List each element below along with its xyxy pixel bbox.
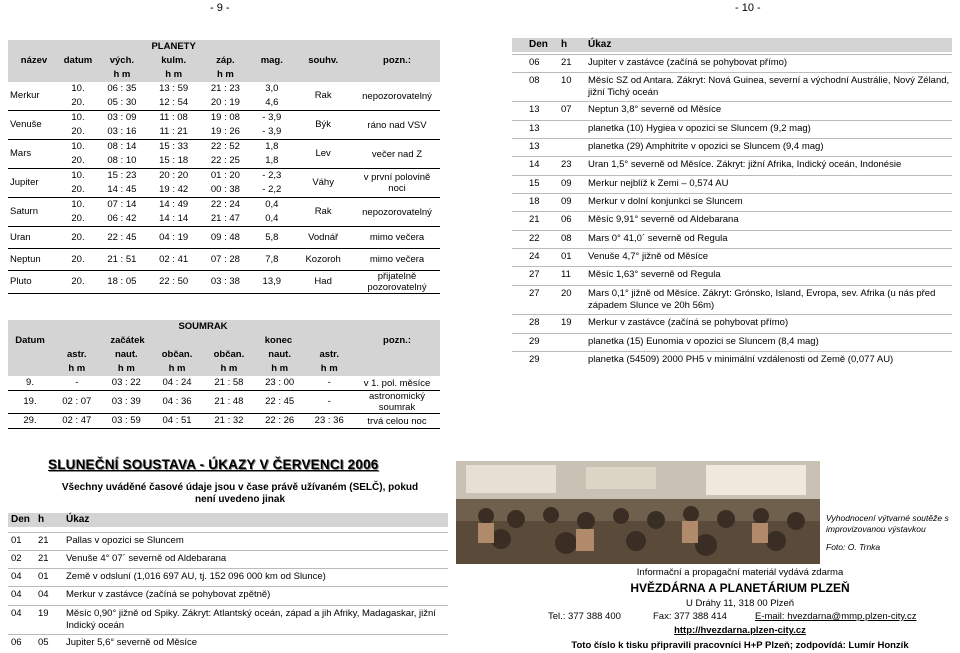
col-mag: mag. <box>251 40 292 82</box>
magnitude: 1,8 <box>251 154 292 169</box>
event-text: Měsíc 1,63° severně od Regula <box>588 269 721 280</box>
cell-c2: 21 : 48 <box>203 391 255 414</box>
row-date: 20. <box>60 212 96 227</box>
row-date: 10. <box>71 112 85 123</box>
col-naut: naut. <box>255 348 305 362</box>
constellation: Váhy <box>292 169 354 198</box>
cell-n2: 22 : 26 <box>255 414 305 429</box>
event-day: 08 <box>529 75 540 86</box>
set-time: 03 : 38 <box>200 271 252 294</box>
rise-time: 06 : 42 <box>96 212 148 227</box>
event-day: 13 <box>529 123 540 134</box>
transit-time: 15 : 18 <box>148 154 200 169</box>
cell-c1: 04 : 36 <box>151 391 203 414</box>
cell-a2: 23 : 36 <box>304 414 354 429</box>
set-time: 09 : 48 <box>200 227 252 249</box>
row-date: 10. <box>71 199 85 210</box>
event-text: Pallas v opozici se Sluncem <box>66 535 184 546</box>
address: U Dráhy 11, 318 00 Plzeň <box>685 598 795 609</box>
hm-label: h m <box>304 362 354 376</box>
note: večer nad Z <box>354 140 440 169</box>
left-events-header <box>8 513 448 527</box>
event-photo <box>456 461 820 564</box>
row-date: 20. <box>60 183 96 198</box>
cell-note: astronomický soumrak <box>354 391 440 414</box>
row-date: 10. <box>71 170 85 181</box>
set-time: 22 : 52 <box>210 141 240 152</box>
fax: Fax: 377 388 414 <box>653 611 727 622</box>
col-date: datum <box>60 40 96 82</box>
event-text: Měsíc SZ od Antara. Zákryt: Nová Guinea, severní a východní Austrálie, Nový Zéland, jižní Tichý oceán <box>588 75 950 98</box>
cell-n1: 03 : 22 <box>102 376 152 391</box>
set-time: 00 : 38 <box>200 183 252 198</box>
rise-time: 03 : 09 <box>107 112 137 123</box>
cell-a2: - <box>304 376 354 391</box>
col-day: Den <box>529 39 548 50</box>
phone: Tel.: 377 388 400 <box>548 611 621 622</box>
col-event: Úkaz <box>66 514 90 525</box>
set-time: 22 : 25 <box>200 154 252 169</box>
event-text: planetka (10) Hygiea v opozici se Sluncem (9,2 mag) <box>588 123 811 134</box>
footer-line: Informační a propagační materiál vydává zdarma <box>636 567 844 578</box>
event-hour: 19 <box>38 608 49 619</box>
table-row <box>8 271 440 294</box>
event-text: Merkur v zastávce (začíná se pohybovat přímo) <box>588 317 789 328</box>
event-day: 27 <box>529 288 540 299</box>
set-time: 21 : 23 <box>210 83 240 94</box>
col-naut: naut. <box>102 348 152 362</box>
event-day: 29 <box>529 336 540 347</box>
table-row <box>8 391 440 414</box>
event-hour: 06 <box>561 214 572 225</box>
row-date: 10. <box>71 141 85 152</box>
transit-time: 12 : 54 <box>148 96 200 111</box>
rise-time: 14 : 45 <box>96 183 148 198</box>
cell-date: 19. <box>8 391 52 414</box>
event-text: Merkur v dolní konjunkci se Sluncem <box>588 196 743 207</box>
event-day: 27 <box>529 269 540 280</box>
table-row <box>8 169 440 184</box>
rise-time: 22 : 45 <box>96 227 148 249</box>
col-civ: občan. <box>203 348 255 362</box>
note: v první polovině noci <box>354 169 440 198</box>
rise-time: 08 : 10 <box>96 154 148 169</box>
transit-time: 02 : 41 <box>148 249 200 271</box>
event-hour: 10 <box>561 75 572 86</box>
cell-n2: 22 : 45 <box>255 391 305 414</box>
rise-time: 03 : 16 <box>96 125 148 140</box>
page-number-right: - 10 - <box>735 2 761 14</box>
cell-a2: - <box>304 391 354 414</box>
photo-credit: Foto: O. Trnka <box>826 542 881 552</box>
constellation: Had <box>292 271 354 294</box>
event-hour: 01 <box>561 251 572 262</box>
col-rise: vých. <box>96 54 148 68</box>
event-day: 22 <box>529 233 540 244</box>
magnitude: 4,6 <box>251 96 292 111</box>
col-astr: astr. <box>304 348 354 362</box>
hm-label: h m <box>200 68 252 82</box>
note: nepozorovatelný <box>354 82 440 111</box>
note: přijatelně pozorovatelný <box>354 271 440 294</box>
constellation: Býk <box>292 111 354 140</box>
website-link[interactable]: http://hvezdarna.plzen-city.cz <box>674 625 806 636</box>
event-hour: 07 <box>561 104 572 115</box>
col-note: pozn.: <box>354 40 440 82</box>
col-civ: občan. <box>151 348 203 362</box>
set-time: 21 : 47 <box>200 212 252 227</box>
cell-c1: 04 : 51 <box>151 414 203 429</box>
cell-c2: 21 : 32 <box>203 414 255 429</box>
constellation: Vodnář <box>292 227 354 249</box>
event-day: 13 <box>529 104 540 115</box>
note: nepozorovatelný <box>354 198 440 227</box>
magnitude: - 3,9 <box>251 125 292 140</box>
constellation: Rak <box>292 198 354 227</box>
col-transit: kulm. <box>148 54 200 68</box>
event-text: Venuše 4,7° jižně od Měsíce <box>588 251 708 262</box>
rise-time: 15 : 23 <box>107 170 137 181</box>
event-day: 24 <box>529 251 540 262</box>
magnitude: 5,8 <box>251 227 292 249</box>
transit-time: 20 : 20 <box>159 170 189 181</box>
event-hour: 11 <box>561 269 571 280</box>
rise-time: 08 : 14 <box>107 141 137 152</box>
planet-name: Merkur <box>8 82 60 111</box>
table-row <box>8 198 440 213</box>
subtitle: Všechny uváděné časové údaje jsou v čase právě užívaném (SELČ), pokud není uvedeno jinak <box>61 482 419 505</box>
transit-time: 15 : 33 <box>159 141 189 152</box>
event-text: Měsíc 0,90° jižně od Spiky. Zákryt: Atlantský oceán, západ a jih Afriky, Madagaskar, jižní Indický oceán <box>66 608 436 631</box>
event-hour: 21 <box>561 57 572 68</box>
constellation: Rak <box>292 82 354 111</box>
event-day: 15 <box>529 178 540 189</box>
set-time: 22 : 24 <box>210 199 240 210</box>
end-label: konec <box>203 334 354 348</box>
planet-name: Pluto <box>8 271 60 294</box>
magnitude: 0,4 <box>265 199 279 210</box>
event-hour: 09 <box>561 196 572 207</box>
event-hour: 08 <box>561 233 572 244</box>
rise-time: 07 : 14 <box>107 199 137 210</box>
event-text: planetka (29) Amphitrite v opozici se Sluncem (9,4 mag) <box>588 141 824 152</box>
event-text: Uran 1,5° severně od Měsíce. Zákryt: jižní Afrika, Indický oceán, Indonésie <box>588 159 902 170</box>
event-hour: 20 <box>561 288 572 299</box>
twilight-header: SOUMRAK <box>52 320 354 334</box>
cell-a1: 02 : 07 <box>52 391 102 414</box>
hm-label: h m <box>52 362 102 376</box>
event-day: 21 <box>529 214 540 225</box>
col-note: pozn.: <box>354 320 440 362</box>
cell-note: v 1. pol. měsíce <box>354 376 440 391</box>
right-events-header <box>512 38 952 52</box>
transit-time: 14 : 14 <box>148 212 200 227</box>
table-row <box>8 376 440 391</box>
row-date: 20. <box>60 271 96 294</box>
event-hour: 04 <box>38 589 49 600</box>
event-text: Mars 0° 41,0´ severně od Regula <box>588 233 728 244</box>
event-day: 13 <box>529 141 540 152</box>
row-date: 20. <box>60 227 96 249</box>
event-text: Mars 0,1° jižně od Měsíce. Zákryt: Grónsko, Island, Evropa, sev. Afrika (u nás před západem Slunce ve 20h 56m) <box>588 288 936 311</box>
event-text: planetka (54509) 2000 PH5 v minimální vzdálenosti od Země (0,077 AU) <box>588 354 894 365</box>
transit-time: 22 : 50 <box>148 271 200 294</box>
event-text: Neptun 3,8° severně od Měsíce <box>588 104 722 115</box>
transit-time: 04 : 19 <box>148 227 200 249</box>
constellation: Lev <box>292 140 354 169</box>
hm-label: h m <box>255 362 305 376</box>
planets-header: PLANETY <box>96 40 251 54</box>
magnitude: 1,8 <box>265 141 279 152</box>
event-hour: 19 <box>561 317 572 328</box>
hm-label: h m <box>151 362 203 376</box>
organization-name: HVĚZDÁRNA A PLANETÁRIUM PLZEŇ <box>630 581 850 595</box>
set-time: 07 : 28 <box>200 249 252 271</box>
event-day: 04 <box>11 571 22 582</box>
event-text: Měsíc 9,91° severně od Aldebarana <box>588 214 739 225</box>
event-hour: 09 <box>561 178 572 189</box>
event-hour: 23 <box>561 159 572 170</box>
hm-label: h m <box>148 68 200 82</box>
planet-name: Neptun <box>8 249 60 271</box>
email-link[interactable]: E-mail: hvezdarna@mmp.plzen-city.cz <box>755 611 917 622</box>
table-row <box>8 111 440 126</box>
page-number-left: - 9 - <box>210 2 230 14</box>
event-text: Merkur v zastávce (začíná se pohybovat zpětně) <box>66 589 271 600</box>
twilight-table <box>8 320 440 429</box>
note: mimo večera <box>354 249 440 271</box>
credits: Toto číslo k tisku připravili pracovníci H+P Plzeň; zodpovídá: Lumír Honzík <box>571 640 909 651</box>
page-title: SLUNEČNÍ SOUSTAVA - ÚKAZY V ČERVENCI 2006 <box>48 457 379 472</box>
col-date: Datum <box>8 320 52 362</box>
transit-time: 11 : 08 <box>159 112 188 123</box>
rise-time: 18 : 05 <box>96 271 148 294</box>
start-label: začátek <box>52 334 203 348</box>
set-time: 01 : 20 <box>210 170 240 181</box>
magnitude: - 3,9 <box>262 112 282 123</box>
event-hour: 01 <box>38 571 49 582</box>
table-row <box>8 227 440 249</box>
magnitude: 0,4 <box>251 212 292 227</box>
planet-name: Uran <box>8 227 60 249</box>
planet-name: Venuše <box>8 111 60 140</box>
event-day: 02 <box>11 553 22 564</box>
event-text: Jupiter 5,6° severně od Měsíce <box>66 637 198 648</box>
col-name: název <box>8 40 60 82</box>
event-day: 29 <box>529 354 540 365</box>
event-text: planetka (15) Eunomia v opozici se Sluncem (8,4 mag) <box>588 336 819 347</box>
event-hour: 21 <box>38 553 49 564</box>
cell-n2: 23 : 00 <box>255 376 305 391</box>
planet-name: Saturn <box>8 198 60 227</box>
row-date: 10. <box>71 83 85 94</box>
set-time: 20 : 19 <box>200 96 252 111</box>
hm-label: h m <box>203 362 255 376</box>
set-time: 19 : 26 <box>200 125 252 140</box>
cell-c1: 04 : 24 <box>151 376 203 391</box>
table-row <box>8 249 440 271</box>
planets-table <box>8 40 440 294</box>
set-time: 19 : 08 <box>210 112 240 123</box>
photo-caption: Vyhodnocení výtvarné soutěže s improvizovanou výstavkou <box>826 513 949 534</box>
event-hour: 21 <box>38 535 49 546</box>
magnitude: - 2,2 <box>251 183 292 198</box>
event-day: 04 <box>11 589 22 600</box>
cell-date: 9. <box>8 376 52 391</box>
magnitude: 3,0 <box>265 83 279 94</box>
event-day: 06 <box>529 57 540 68</box>
table-row <box>8 82 440 96</box>
event-day: 01 <box>11 535 22 546</box>
transit-time: 14 : 49 <box>159 199 189 210</box>
rise-time: 06 : 35 <box>107 83 137 94</box>
transit-time: 13 : 59 <box>159 83 189 94</box>
col-day: Den <box>11 514 30 525</box>
cell-note: trvá celou noc <box>354 414 440 429</box>
event-day: 14 <box>529 159 540 170</box>
table-row <box>8 140 440 155</box>
col-hour: h <box>561 39 568 50</box>
col-set: záp. <box>200 54 252 68</box>
event-day: 06 <box>11 637 22 648</box>
event-text: Venuše 4° 07´ severně od Aldebarana <box>66 553 227 564</box>
note: mimo večera <box>354 227 440 249</box>
row-date: 20. <box>60 249 96 271</box>
row-date: 20. <box>60 125 96 140</box>
hm-label: h m <box>96 68 148 82</box>
event-day: 04 <box>11 608 22 619</box>
col-const: souhv. <box>292 40 354 82</box>
col-astr: astr. <box>52 348 102 362</box>
col-hour: h <box>38 514 45 525</box>
row-date: 20. <box>60 96 96 111</box>
transit-time: 19 : 42 <box>148 183 200 198</box>
row-date: 20. <box>60 154 96 169</box>
rise-time: 05 : 30 <box>96 96 148 111</box>
note: ráno nad VSV <box>354 111 440 140</box>
planet-name: Mars <box>8 140 60 169</box>
magnitude: 13,9 <box>251 271 292 294</box>
constellation: Kozoroh <box>292 249 354 271</box>
cell-n1: 03 : 39 <box>102 391 152 414</box>
hm-label: h m <box>102 362 152 376</box>
magnitude: - 2,3 <box>262 170 282 181</box>
cell-a1: 02 : 47 <box>52 414 102 429</box>
event-hour: 05 <box>38 637 49 648</box>
cell-date: 29. <box>8 414 52 429</box>
table-row <box>8 414 440 429</box>
event-text: Merkur nejblíž k Zemi – 0,574 AU <box>588 178 729 189</box>
planet-name: Jupiter <box>8 169 60 198</box>
transit-time: 11 : 21 <box>148 125 200 140</box>
cell-c2: 21 : 58 <box>203 376 255 391</box>
magnitude: 7,8 <box>251 249 292 271</box>
event-text: Země v odsluní (1,016 697 AU, tj. 152 096 000 km od Slunce) <box>66 571 326 582</box>
cell-n1: 03 : 59 <box>102 414 152 429</box>
event-text: Jupiter v zastávce (začíná se pohybovat přímo) <box>588 57 788 68</box>
event-day: 18 <box>529 196 540 207</box>
col-event: Úkaz <box>588 39 612 50</box>
cell-a1: - <box>52 376 102 391</box>
rise-time: 21 : 51 <box>96 249 148 271</box>
event-day: 28 <box>529 317 540 328</box>
